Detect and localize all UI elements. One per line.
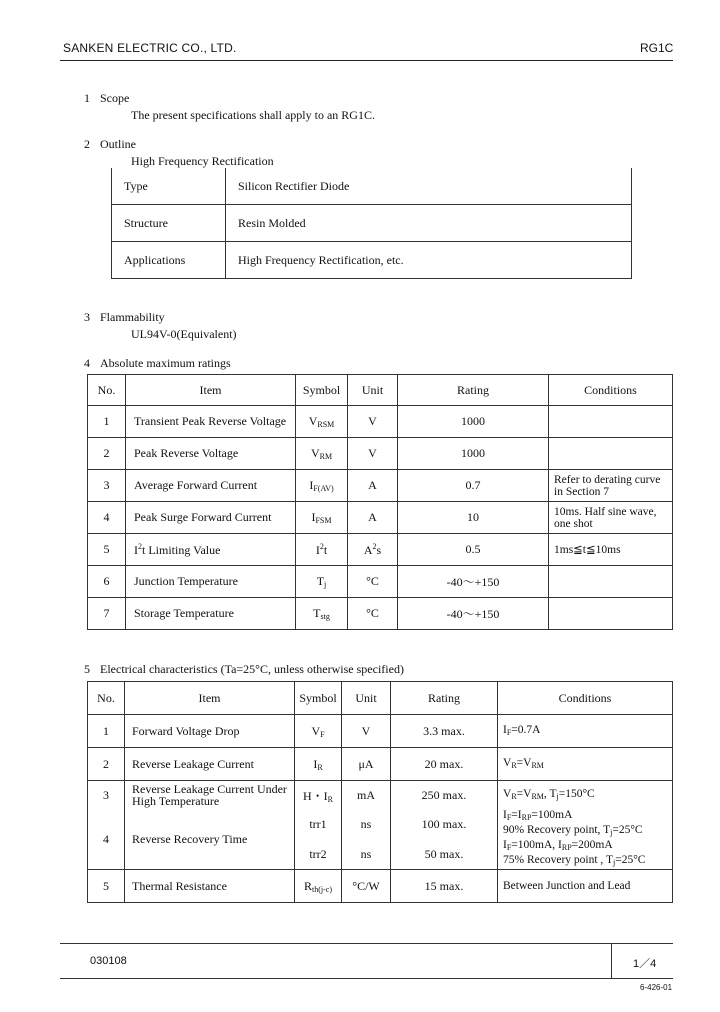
section-absolute-title: Absolute maximum ratings <box>100 356 231 370</box>
row-rating: 50 max. <box>391 839 498 870</box>
col-item: Item <box>125 682 295 715</box>
row-conditions <box>549 406 673 438</box>
row-symbol: $V_{RSM}$ <box>296 406 348 438</box>
row-symbol: trr2 <box>295 839 342 870</box>
row-unit: A <box>348 502 398 534</box>
row-rating: 0.5 <box>398 534 549 566</box>
row-rating: 100 max. <box>391 809 498 839</box>
section-flammability-heading: 3 Flammability <box>84 310 165 324</box>
row-item: Average Forward Current <box>126 470 296 502</box>
row-conditions: $I_F=100mA$, $I_{RP}=200mA$ 75% Recovery point , $T_j=25^\circ C$ <box>498 839 673 870</box>
row-unit: ns <box>342 839 391 870</box>
row-conditions: 1ms≦t≦10ms <box>549 534 673 566</box>
row-unit: A <box>348 470 398 502</box>
row-conditions <box>549 598 673 630</box>
row-unit: V <box>348 406 398 438</box>
electrical-table <box>87 681 673 903</box>
section-flammability-title: Flammability <box>100 310 165 324</box>
row-conditions: Between Junction and Lead <box>498 870 673 903</box>
row-rating: -40～+150 <box>398 566 549 598</box>
part-number: RG1C <box>640 41 674 55</box>
section-absolute-heading: 4 Absolute maximum ratings <box>84 356 231 370</box>
row-conditions: 10ms. Half sine wave, one shot <box>549 502 673 534</box>
outline-label: Type <box>112 168 226 205</box>
table-row <box>88 566 673 598</box>
row-conditions: $I_F=0.7A$ <box>498 715 673 748</box>
row-unit: ns <box>342 809 391 839</box>
row-item: Reverse Recovery Time <box>125 809 295 870</box>
table-row <box>88 470 673 502</box>
row-symbol: $I^2t$ <box>296 534 348 566</box>
col-rating: Rating <box>398 375 549 406</box>
flammability-text: UL94V-0(Equivalent) <box>131 327 237 341</box>
table-row <box>88 809 673 839</box>
row-symbol: $I_{F(AV)}$ <box>296 470 348 502</box>
row-no: 1 <box>88 715 125 748</box>
table-row <box>88 781 673 810</box>
row-conditions: Refer to derating curve in Section 7 <box>549 470 673 502</box>
footer-rule-top <box>60 943 673 944</box>
table-row <box>88 438 673 470</box>
col-conditions: Conditions <box>549 375 673 406</box>
table-row <box>112 168 632 205</box>
section-outline-title: Outline <box>100 137 136 151</box>
col-no: No. <box>88 375 126 406</box>
table-row <box>88 715 673 748</box>
row-unit: °C/W <box>342 870 391 903</box>
row-no: 5 <box>88 870 125 903</box>
row-no: 2 <box>88 438 126 470</box>
row-no: 4 <box>88 502 126 534</box>
row-symbol: $R_{th(j-c)}$ <box>295 870 342 903</box>
absolute-ratings-table <box>87 374 673 630</box>
scope-text: The present specifications shall apply to an RG1C. <box>131 108 375 122</box>
row-conditions: $I_F=I_{RP}=100mA$ 90% Recovery point, $T_j=25^\circ C$ <box>498 809 673 839</box>
row-item: Peak Surge Forward Current <box>126 502 296 534</box>
table-row <box>88 598 673 630</box>
footer-divider <box>611 943 612 978</box>
row-no: 3 <box>88 470 126 502</box>
row-conditions: $V_R=V_{RM}$, $T_j=150^\circ C$ <box>498 781 673 810</box>
row-rating: 10 <box>398 502 549 534</box>
footer-rule-bottom <box>60 978 673 979</box>
row-item: Forward Voltage Drop <box>125 715 295 748</box>
row-unit: V <box>342 715 391 748</box>
row-item: Storage Temperature <box>126 598 296 630</box>
row-symbol: $T_j$ <box>296 566 348 598</box>
table-row <box>88 502 673 534</box>
table-row <box>88 748 673 781</box>
row-symbol: trr1 <box>295 809 342 839</box>
row-symbol: $T_{stg}$ <box>296 598 348 630</box>
form-code: 6-426-01 <box>640 983 673 992</box>
row-rating: 1000 <box>398 406 549 438</box>
row-no: 3 <box>88 781 125 810</box>
outline-value: Silicon Rectifier Diode <box>226 168 632 205</box>
outline-table <box>111 168 632 279</box>
row-item: Thermal Resistance <box>125 870 295 903</box>
row-symbol: $V_{RM}$ <box>296 438 348 470</box>
section-scope-heading: 1 Scope <box>84 91 130 105</box>
col-unit: Unit <box>348 375 398 406</box>
row-unit: $A^2s$ <box>348 534 398 566</box>
footer-date: 030108 <box>90 955 127 967</box>
table-row <box>88 406 673 438</box>
table-row <box>112 242 632 279</box>
row-unit: V <box>348 438 398 470</box>
outline-label: Structure <box>112 205 226 242</box>
row-conditions <box>549 566 673 598</box>
header-rule <box>60 60 673 61</box>
col-unit: Unit <box>342 682 391 715</box>
section-outline-heading: 2 Outline <box>84 137 136 151</box>
page-number: 1／4 <box>633 958 657 970</box>
col-item: Item <box>126 375 296 406</box>
table-header-row <box>88 375 673 406</box>
row-item: Transient Peak Reverse Voltage <box>126 406 296 438</box>
table-row <box>88 534 673 566</box>
row-symbol: $V_F$ <box>295 715 342 748</box>
row-conditions: $V_R=V_{RM}$ <box>498 748 673 781</box>
section-electrical-heading: 5 Electrical characteristics (Ta=25°C, unless otherwise specified) <box>84 662 404 676</box>
col-symbol: Symbol <box>296 375 348 406</box>
row-unit: mA <box>342 781 391 810</box>
row-rating: 15 max. <box>391 870 498 903</box>
col-conditions: Conditions <box>498 682 673 715</box>
row-rating: 1000 <box>398 438 549 470</box>
row-no: 4 <box>88 809 125 870</box>
section-electrical-title: Electrical characteristics (Ta=25°C, unless otherwise specified) <box>100 662 404 676</box>
row-unit: °C <box>348 598 398 630</box>
outline-label: Applications <box>112 242 226 279</box>
row-symbol: H・$I_R$ <box>295 781 342 810</box>
outline-value: High Frequency Rectification, etc. <box>226 242 632 279</box>
row-rating: 250 max. <box>391 781 498 810</box>
row-no: 1 <box>88 406 126 438</box>
row-no: 2 <box>88 748 125 781</box>
row-item: Peak Reverse Voltage <box>126 438 296 470</box>
row-item: Junction Temperature <box>126 566 296 598</box>
row-item: Reverse Leakage Current <box>125 748 295 781</box>
row-unit: μA <box>342 748 391 781</box>
row-no: 6 <box>88 566 126 598</box>
table-header-row <box>88 682 673 715</box>
col-no: No. <box>88 682 125 715</box>
table-row <box>88 870 673 903</box>
col-symbol: Symbol <box>295 682 342 715</box>
section-scope-title: Scope <box>100 91 130 105</box>
outline-subtitle: High Frequency Rectification <box>131 154 274 168</box>
row-item: Reverse Leakage Current Under High Temperature <box>125 781 295 810</box>
row-symbol: $I_{FSM}$ <box>296 502 348 534</box>
table-row <box>112 205 632 242</box>
company-name: SANKEN ELECTRIC CO., LTD. <box>63 41 237 55</box>
row-rating: -40～+150 <box>398 598 549 630</box>
row-no: 7 <box>88 598 126 630</box>
outline-value: Resin Molded <box>226 205 632 242</box>
row-no: 5 <box>88 534 126 566</box>
row-conditions <box>549 438 673 470</box>
row-item: $I^2t$ Limiting Value <box>126 534 296 566</box>
row-rating: 0.7 <box>398 470 549 502</box>
col-rating: Rating <box>391 682 498 715</box>
row-unit: °C <box>348 566 398 598</box>
row-rating: 20 max. <box>391 748 498 781</box>
row-rating: 3.3 max. <box>391 715 498 748</box>
row-symbol: $I_R$ <box>295 748 342 781</box>
